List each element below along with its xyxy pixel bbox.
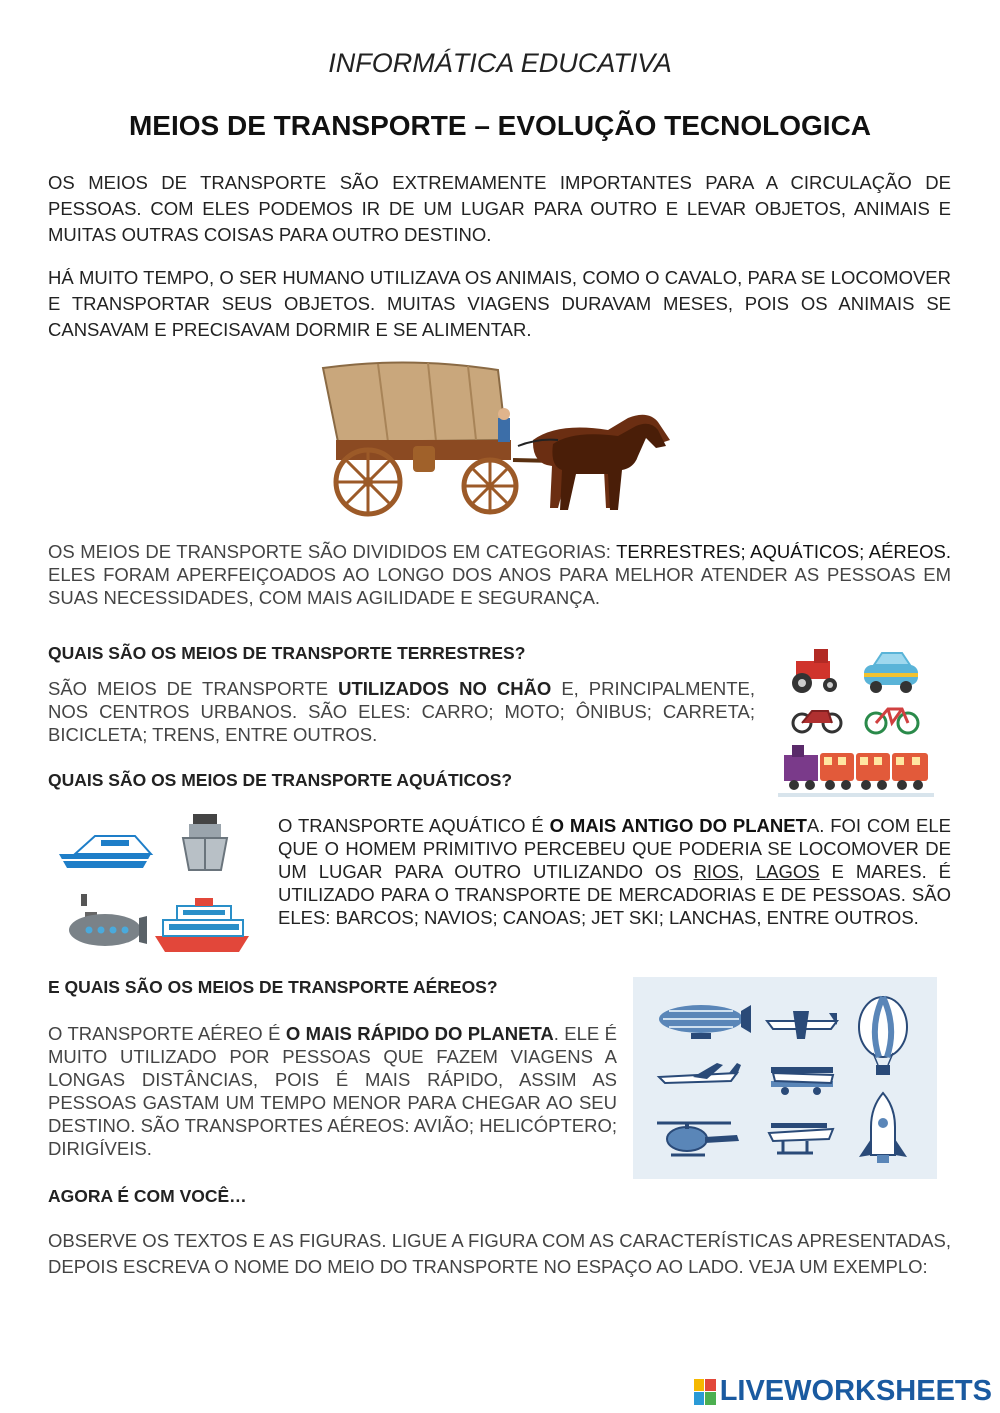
intro-paragraph-2: HÁ MUITO TEMPO, O SER HUMANO UTILIZAVA OS ANIMAIS, COMO O CAVALO, PARA SE LOCOMOVER E TRANSPORTAR SEUS OBJETOS. MUITAS VIAGENS DURAVAM MESES, POIS OS ANIMAIS SE CANSAVAM E PRECISAVAM DORMIR E SE ALIMENTAR. xyxy=(48,267,951,340)
aquaticos-mid: A. FOI COM ELE QUE O HOMEM PRIMITIVO PERCEBEU QUE PODERIA SE LOCOMOVER DE UM LUGAR PARA OUTRO UTILIZANDO OS xyxy=(278,815,951,882)
liveworksheets-logo-mark xyxy=(694,1379,716,1405)
aereos-bold: O MAIS RÁPIDO DO PLANETA xyxy=(285,1023,554,1044)
aquaticos-bold: O MAIS ANTIGO DO PLANET xyxy=(549,815,807,836)
categories-highlight: TERRESTRES; AQUÁTICOS; AÉREOS. xyxy=(616,541,951,562)
activity-heading: AGORA É COM VOCÊ… xyxy=(48,1186,247,1206)
liveworksheets-logo-text: LIVEWORKSHEETS xyxy=(719,1375,992,1407)
terrestres-pre: SÃO MEIOS DE TRANSPORTE xyxy=(48,678,339,699)
air-vehicles-image xyxy=(633,977,937,1179)
page-subtitle: INFORMÁTICA EDUCATIVA xyxy=(328,48,672,78)
aquaticos-paragraph xyxy=(278,814,951,929)
categories-suffix: ELES FORAM APERFEIÇOADOS AO LONGO DOS ANOS PARA MELHOR ATENDER AS PESSOAS EM SUAS NECESSIDADES, COM MAIS AGILIDADE E SEGURANÇA. xyxy=(48,564,951,608)
aquaticos-post: E MARES. É UTILIZADO PARA O TRANSPORTE DE MERCADORIAS E DE PESSOAS. SÃO ELES: BARCOS; NAVIOS; CANOAS; JET SKI; LANCHAS, ENTRE OUTROS. xyxy=(278,861,952,928)
liveworksheets-logo xyxy=(694,1375,992,1408)
terrestres-bold: UTILIZADOS NO CHÃO xyxy=(338,678,552,699)
terrestres-heading: QUAIS SÃO OS MEIOS DE TRANSPORTE TERRESTRES? xyxy=(48,643,526,663)
terrestres-post: E, PRINCIPALMENTE, NOS CENTROS URBANOS. SÃO ELES: CARRO; MOTO; ÔNIBUS; CARRETA; BICICLETA; TRENS, ENTRE OUTROS. xyxy=(48,678,755,745)
aquaticos-pre: O TRANSPORTE AQUÁTICO É xyxy=(278,815,550,836)
aereos-pre: O TRANSPORTE AÉREO É xyxy=(48,1023,286,1044)
intro-paragraph-1: OS MEIOS DE TRANSPORTE SÃO EXTREMAMENTE IMPORTANTES PARA A CIRCULAÇÃO DE PESSOAS. COM ELES PODEMOS IR DE UM LUGAR PARA OUTRO E LEVAR OBJETOS, ANIMAIS E MUITAS OUTRAS COISAS PARA OUTRO DESTINO. xyxy=(48,172,951,245)
aquaticos-heading: QUAIS SÃO OS MEIOS DE TRANSPORTE AQUÁTICOS? xyxy=(48,770,513,790)
aquaticos-comma: , xyxy=(738,861,756,882)
categories-paragraph xyxy=(48,540,951,609)
aereos-paragraph xyxy=(48,1022,617,1160)
activity-paragraph: OBSERVE OS TEXTOS E AS FIGURAS. LIGUE A FIGURA COM AS CARACTERÍSTICAS APRESENTADAS, DEPOIS ESCREVA O NOME DO MEIO DO TRANSPORTE NO ESPAÇO AO LADO. VEJA UM EXEMPLO: xyxy=(48,1230,951,1277)
aquaticos-rios: RIOS xyxy=(693,861,739,882)
horse-wagon-image xyxy=(318,360,680,520)
land-vehicles-image xyxy=(778,643,934,801)
water-vehicles-image xyxy=(55,812,250,958)
categories-prefix: OS MEIOS DE TRANSPORTE SÃO DIVIDIDOS EM CATEGORIAS: xyxy=(48,541,617,562)
page-title: MEIOS DE TRANSPORTE – EVOLUÇÃO TECNOLOGICA xyxy=(128,110,872,141)
aquaticos-lagos: LAGOS xyxy=(755,861,820,882)
aereos-post: . ELE É MUITO UTILIZADO POR PESSOAS QUE FAZEM VIAGENS A LONGAS DISTÂNCIAS, POIS É MAIS RÁPIDO, ASSIM AS PESSOAS GASTAM UM TEMPO MENOR PARA CHEGAR AO SEU DESTINO. SÃO TRANSPORTES AÉREOS: AVIÃO; HELICÓPTERO; DIRIGÍVEIS. xyxy=(48,1023,617,1159)
terrestres-paragraph xyxy=(48,677,755,746)
aereos-heading: E QUAIS SÃO OS MEIOS DE TRANSPORTE AÉREOS? xyxy=(48,977,498,997)
